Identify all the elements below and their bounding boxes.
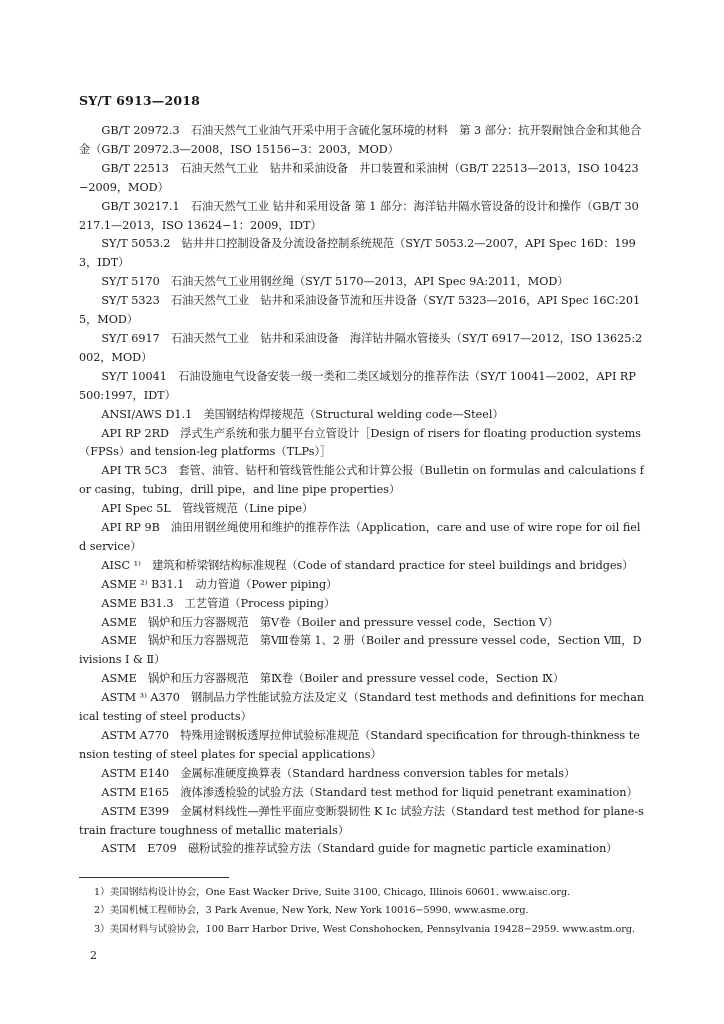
reference-entry: ASTM E165 液体渗透检验的试验方法（Standard test method for liquid penetrant examination） [101,785,638,799]
reference-entry: SY/T 6917 石油天然气工业 钻井和采油设备 海洋钻井隔水管接头（SY/T 6917—2012，ISO 13625:2002，MOD） [79,331,643,364]
footnote-asme: 2）美国机械工程师协会，3 Park Avenue, New York, New York 10016−5990. www.asme.org. [94,905,529,917]
reference-entry: SY/T 5170 石油天然气工业用钢丝绳（SY/T 5170—2013，API Spec 9A:2011，MOD） [101,275,569,289]
reference-entry: API RP 2RD 浮式生产系统和张力腿平台立管设计［Design of risers for floating production systems（FPSs）and tension-leg platforms（TLPs）］ [79,426,641,459]
reference-entry: GB/T 30217.1 石油天然气工业 钻井和采用设备 第 1 部分：海洋钻井隔水管设备的设计和操作（GB/T 30217.1—2013，ISO 13624−1：2009，IDT） [79,199,639,232]
reference-entry: ASME 锅炉和压力容器规范 第Ⅸ卷（Boiler and pressure vessel code，Section Ⅸ） [101,672,565,686]
reference-entry: ASME 锅炉和压力容器规范 第Ⅴ卷（Boiler and pressure vessel code，Section Ⅴ） [101,615,559,629]
reference-entry: ASME ²⁾ B31.1 动力管道（Power piping） [101,577,338,591]
reference-entry: ASME 锅炉和压力容器规范 第Ⅷ卷第 1、2 册（Boiler and pressure vessel code，Section Ⅷ，Divisions Ⅰ & Ⅱ） [79,634,642,667]
reference-entry: ASTM A770 特殊用途钢板透厚拉伸试验标准规范（Standard specification for through-thinkness tension testing of steel plates for special applications） [79,729,640,761]
reference-entry: API Spec 5L 管线管规范（Line pipe） [101,502,314,516]
footnote-aisc: 1）美国钢结构设计协会，One East Wacker Drive, Suite 3100, Chicago, Illinois 60601. www.aisc.org. [94,887,571,898]
reference-entry: API TR 5C3 套管、油管、钻杆和管线管性能公式和计算公报（Bulletin on formulas and calculations for casing，tubing，drill pipe，and line pipe properties） [79,464,644,497]
reference-entry: ASTM E140 金属标准硬度换算表（Standard hardness conversion tables for metals） [101,766,576,780]
reference-entry: SY/T 10041 石油设施电气设备安装一级一类和二类区域划分的推荐作法（SY/T 10041—2002，API RP 500:1997，IDT） [79,369,636,402]
reference-entry: ASTM E709 磁粉试验的推荐试验方法（Standard guide for magnetic particle examination） [101,842,618,856]
reference-entry: SY/T 5053.2 钻井井口控制设备及分流设备控制系统规范（SY/T 5053.2—2007，API Spec 16D：1993，IDT） [79,237,636,270]
page-number: 2 [90,949,97,962]
normative-references-list [79,122,645,859]
reference-entry: SY/T 5323 石油天然气工业 钻井和采油设备节流和压井设备（SY/T 5323—2016，API Spec 16C:2015，MOD） [79,294,641,327]
standard-code-header: SY/T 6913—2018 [79,93,201,108]
footnote-astm: 3）美国材料与试验协会，100 Barr Harbor Drive, West Conshohocken, Pennsylvania 19428−2959. www.astm.org. [94,923,636,935]
footnote-divider [79,877,229,878]
reference-entry: ASME B31.3 工艺管道（Process piping） [101,596,336,610]
reference-entry: ASTM E399 金属材料线性—弹性平面应变断裂韧性 K Ic 试验方法（Standard test method for plane-strain fracture toughness of metallic materials） [79,804,644,837]
reference-entry: ASTM ³⁾ A370 钢制品力学性能试验方法及定义（Standard test methods and definitions for mechanical testing of steel products） [79,691,645,724]
reference-entry: API RP 9B 油田用钢丝绳使用和维护的推荐作法（Application，care and use of wire rope for oil field service） [79,521,641,553]
footnotes [94,884,654,939]
reference-entry: GB/T 22513 石油天然气工业 钻井和采油设备 井口装置和采油树（GB/T 22513—2013，ISO 10423−2009，MOD） [79,161,639,194]
reference-entry: GB/T 20972.3 石油天然气工业油气开采中用于含硫化氢环境的材料 第 3 部分：抗开裂耐蚀合金和其他合金（GB/T 20972.3—2008，ISO 15156−3：2003，MOD） [79,124,642,156]
reference-entry: AISC ¹⁾ 建筑和桥梁钢结构标准规程（Code of standard practice for steel buildings and bridges） [101,558,634,572]
reference-entry: ANSI/AWS D1.1 美国钢结构焊接规范（Structural welding code—Steel） [101,407,504,421]
